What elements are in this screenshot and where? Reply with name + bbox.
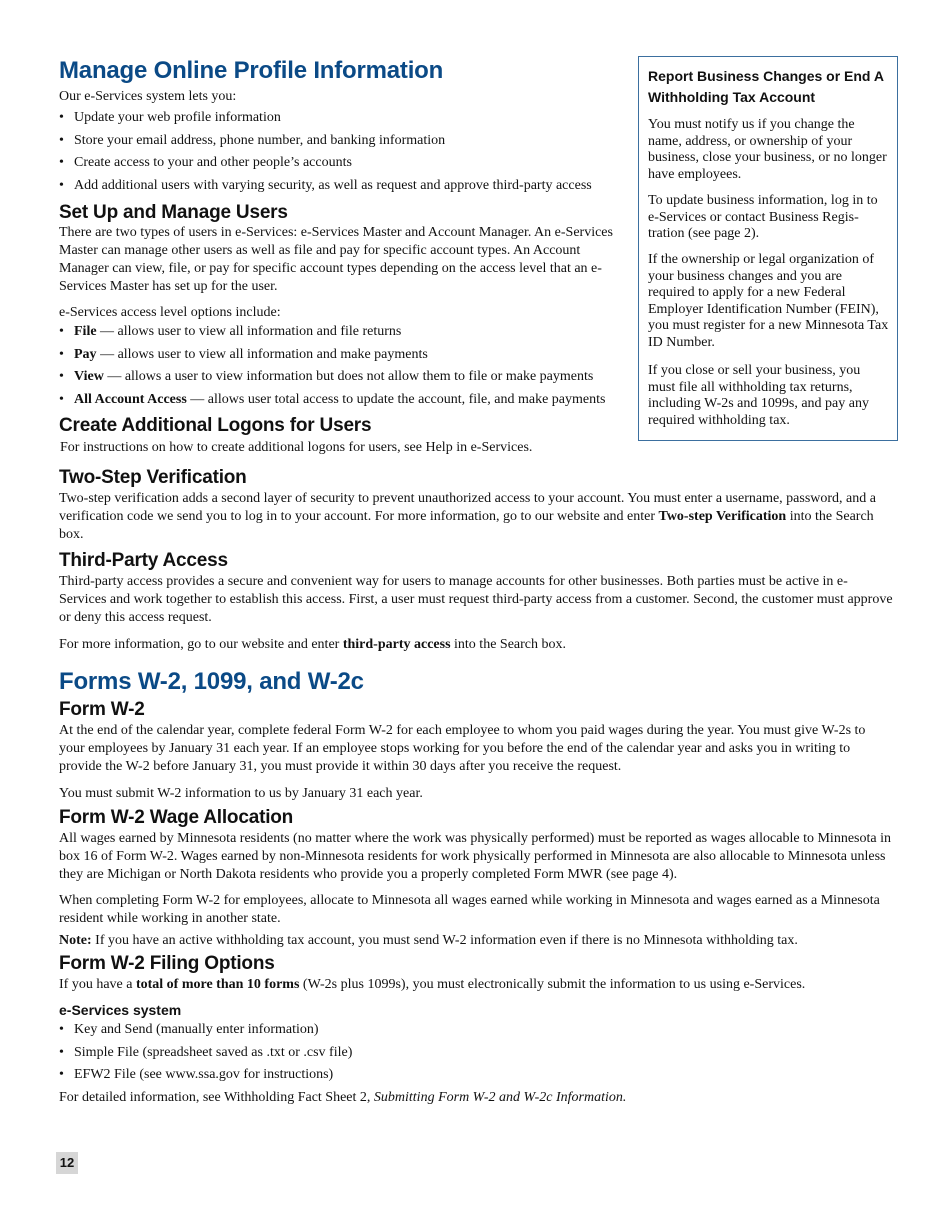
list-item: • Store your email address, phone number, and banking information xyxy=(59,132,592,155)
note-text: If you have an active withholding tax account, you must send W-2 information even if there is no Minnesota withholding tax. xyxy=(91,933,798,948)
option-text: — allows user to view all information and make payments xyxy=(96,346,428,362)
section-heading-setup-users: Set Up and Manage Users xyxy=(59,202,288,223)
third-party-paragraph: Third-party access provides a secure and convenient way for users to manage accounts for other businesses. Both parties must be active in e-Services and work together to establish this access. First, a user must request third-party access from a customer. Second, the customer must approve or deny this access request. xyxy=(59,574,893,625)
wage-allocation-paragraph-2: When completing Form W-2 for employees, allocate to Minnesota all wages earned while working in Minnesota and wages earned as a Minnesota resident while working in another state. xyxy=(59,893,880,926)
additional-logons-text: For instructions on how to create additional logons for users, see Help in e-Services. xyxy=(60,440,533,455)
forms-section-title: Forms W-2, 1099, and W-2c xyxy=(59,668,364,695)
filing-options-text xyxy=(59,976,805,993)
section-heading-additional-logons: Create Additional Logons for Users xyxy=(59,415,372,436)
list-item xyxy=(59,323,605,346)
list-item: • Add additional users with varying security, as well as request and approve third-party access xyxy=(59,177,592,200)
e-services-system-heading: e-Services system xyxy=(59,1002,182,1018)
list-item: • Create access to your and other people’s accounts xyxy=(59,154,592,177)
list-item: • Simple File (spreadsheet saved as .txt or .csv file) xyxy=(59,1044,352,1067)
setup-users-paragraph: There are two types of users in e-Services: e-Services Master and Account Manager. An e-Services Master can manage other users as well as file and pay for specific account types. An Account Manager can view, file, or pay for specific account types depending on the access level that an e-Services Master has set up for the user. xyxy=(59,225,613,294)
sidebar-paragraph: If the ownership or legal organization of your business changes and you are required to apply for a new Federal Employer Identification Number (FEIN), you must register for a new Minnesota Tax ID Number. xyxy=(648,252,889,350)
form-w2-paragraph: At the end of the calendar year, complete federal Form W-2 for each employee to whom you paid wages during the year. You must give W-2s to your employees by January 31 each year. If an employee stops working for you before the end of the calendar year and asks you in writing to provide the W-2 before January 31, you must provide it within 30 days after you receive the request. xyxy=(59,723,866,774)
option-term: Pay xyxy=(74,346,97,362)
fact-sheet-title: Submitting Form W-2 and W-2c Information. xyxy=(373,1090,627,1105)
page-number: 12 xyxy=(56,1152,78,1174)
form-w2-submit: You must submit W-2 information to us by January 31 each year. xyxy=(59,786,423,801)
third-party-more-info xyxy=(59,636,566,653)
section-heading-two-step: Two-Step Verification xyxy=(59,467,247,488)
list-item xyxy=(59,391,605,414)
option-term: View xyxy=(74,369,104,384)
two-step-search-term: Two-step Verification xyxy=(658,509,787,524)
third-party-more-start: For more information, go to our website and enter xyxy=(59,637,343,652)
filing-methods-list xyxy=(59,1021,352,1089)
wage-allocation-note xyxy=(59,932,798,949)
option-text: — allows user total access to update the account, file, and make payments xyxy=(186,391,606,407)
access-options-list xyxy=(59,323,605,413)
sidebar-paragraph: You must notify us if you change the name, address, or ownership of your business, close your business, or no longer have employees. xyxy=(648,117,887,182)
filing-threshold: total of more than 10 forms xyxy=(135,977,300,992)
list-item: • Key and Send (manually enter information) xyxy=(59,1021,352,1044)
detailed-info xyxy=(59,1089,626,1106)
third-party-search-term: third-party access xyxy=(342,637,451,652)
list-item: • Update your web profile information xyxy=(59,109,592,132)
section-heading-wage-allocation: Form W-2 Wage Allocation xyxy=(59,807,294,828)
option-term: All Account Access xyxy=(74,391,187,407)
profile-intro: Our e-Services system lets you: xyxy=(59,89,237,104)
two-step-text-start: Two-step verification adds a second layer of security to prevent unauthorized access to your account. You must enter a username, password, and a verification code we send you to log in to your account. For more information, go to our website and enter xyxy=(59,491,876,524)
list-item: • EFW2 File (see www.ssa.gov for instructions) xyxy=(59,1066,352,1089)
page-title: Manage Online Profile Information xyxy=(59,57,444,84)
section-heading-filing-options: Form W-2 Filing Options xyxy=(59,953,275,974)
third-party-more-end: into the Search box. xyxy=(450,637,567,652)
detailed-info-start: For detailed information, see Withholding Fact Sheet 2, xyxy=(59,1090,374,1105)
section-heading-third-party: Third-Party Access xyxy=(59,550,228,571)
wage-allocation-paragraph-1: All wages earned by Minnesota residents (no matter where the work was physically performed) must be reported as wages allocable to Minnesota in box 16 of Form W-2. Wages earned by non-Minnesota residents for work physically performed in Minnesota are also allocable to Minnesota unless they are Michigan or North Dakota residents who provide you a properly completed Form MWR (see page 4). xyxy=(59,831,891,882)
two-step-text xyxy=(59,490,894,544)
sidebar-paragraph: If you close or sell your business, you must file all withholding tax returns, including W-2s and 1099s, and pay any required withholding tax. xyxy=(648,363,869,428)
sidebar-paragraph: To update business information, log in to e-Services or contact Business Regis-tration (see page 2). xyxy=(648,193,878,241)
note-label: Note: xyxy=(59,933,92,948)
access-options-intro: e-Services access level options include: xyxy=(59,305,281,320)
two-step-text-end: into the Search box. xyxy=(59,509,874,542)
list-item xyxy=(59,346,605,369)
sidebar-title: Report Business Changes or End A Withholding Tax Account xyxy=(648,68,884,105)
filing-text-start: If you have a xyxy=(59,977,136,992)
section-heading-form-w2: Form W-2 xyxy=(59,699,145,720)
filing-text-end: (W-2s plus 1099s), you must electronically submit the information to us using e-Services. xyxy=(299,977,806,992)
list-item xyxy=(59,368,605,391)
option-term: File xyxy=(74,324,97,339)
option-text: — allows a user to view information but does not allow them to file or make payments xyxy=(103,369,594,384)
option-text: — allows user to view all information and file returns xyxy=(96,324,402,339)
profile-feature-list xyxy=(59,109,592,199)
business-changes-sidebar xyxy=(638,56,898,441)
